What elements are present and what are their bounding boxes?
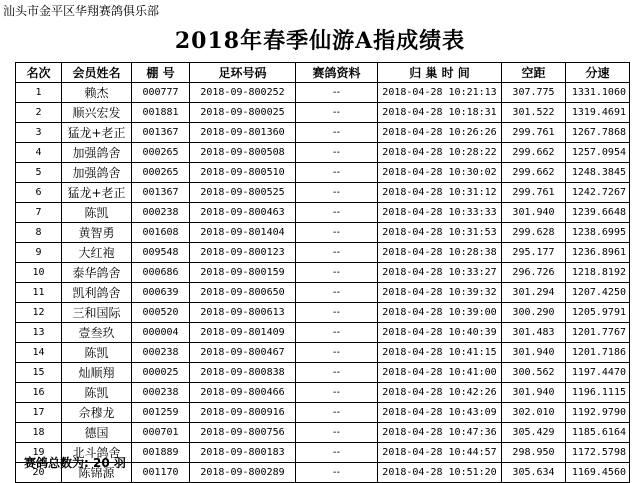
cell-loft: 000238 (132, 203, 190, 223)
cell-distance: 299.761 (502, 123, 566, 143)
cell-distance: 299.628 (502, 223, 566, 243)
cell-rank: 9 (16, 243, 62, 263)
cell-speed: 1201.7186 (566, 343, 630, 363)
cell-time: 2018-04-28 10:33:33 (378, 203, 502, 223)
cell-distance: 305.634 (502, 463, 566, 483)
table-row (16, 143, 630, 163)
cell-loft: 000004 (132, 323, 190, 343)
table-row (16, 403, 630, 423)
cell-ring: 2018-09-800463 (190, 203, 296, 223)
cell-ring: 2018-09-800508 (190, 143, 296, 163)
cell-time: 2018-04-28 10:39:32 (378, 283, 502, 303)
cell-rank: 19 (16, 443, 62, 463)
cell-time: 2018-04-28 10:30:02 (378, 163, 502, 183)
page-title: 2018年春季仙游A指成绩表 (174, 28, 466, 54)
cell-info: -- (296, 123, 378, 143)
cell-member: 猛龙+老正 (62, 183, 132, 203)
cell-loft: 001881 (132, 103, 190, 123)
table-row (16, 243, 630, 263)
col-header-time: 归 巢 时 间 (378, 63, 502, 83)
cell-member: 北斗鸽舍 (62, 443, 132, 463)
table-row (16, 363, 630, 383)
cell-distance: 301.294 (502, 283, 566, 303)
cell-info: -- (296, 83, 378, 103)
cell-time: 2018-04-28 10:51:20 (378, 463, 502, 483)
cell-ring: 2018-09-800916 (190, 403, 296, 423)
table-row (16, 263, 630, 283)
cell-ring: 2018-09-800613 (190, 303, 296, 323)
cell-rank: 10 (16, 263, 62, 283)
cell-speed: 1236.8961 (566, 243, 630, 263)
cell-rank: 18 (16, 423, 62, 443)
cell-ring: 2018-09-800252 (190, 83, 296, 103)
col-header-member: 会员姓名 (62, 63, 132, 83)
cell-distance: 301.940 (502, 383, 566, 403)
col-header-rank: 名次 (16, 63, 62, 83)
cell-distance: 301.940 (502, 203, 566, 223)
table-row (16, 83, 630, 103)
cell-loft: 001259 (132, 403, 190, 423)
cell-rank: 16 (16, 383, 62, 403)
table-row (16, 223, 630, 243)
table-row (16, 163, 630, 183)
table-row (16, 303, 630, 323)
cell-member: 赖杰 (62, 83, 132, 103)
cell-info: -- (296, 383, 378, 403)
cell-ring: 2018-09-800525 (190, 183, 296, 203)
cell-loft: 000265 (132, 143, 190, 163)
cell-loft: 000265 (132, 163, 190, 183)
cell-rank: 15 (16, 363, 62, 383)
cell-loft: 001608 (132, 223, 190, 243)
cell-time: 2018-04-28 10:33:27 (378, 263, 502, 283)
cell-info: -- (296, 443, 378, 463)
table-row (16, 383, 630, 403)
cell-speed: 1239.6648 (566, 203, 630, 223)
col-header-ring: 足环号码 (190, 63, 296, 83)
cell-time: 2018-04-28 10:39:00 (378, 303, 502, 323)
cell-loft: 000639 (132, 283, 190, 303)
cell-loft: 009548 (132, 243, 190, 263)
cell-loft: 001170 (132, 463, 190, 483)
table-row (16, 423, 630, 443)
cell-info: -- (296, 263, 378, 283)
cell-member: 陈凯 (62, 383, 132, 403)
cell-speed: 1331.1060 (566, 83, 630, 103)
cell-info: -- (296, 223, 378, 243)
cell-ring: 2018-09-800650 (190, 283, 296, 303)
cell-ring: 2018-09-801404 (190, 223, 296, 243)
club-name: 汕头市金平区华翔赛鸽俱乐部 (3, 4, 160, 18)
cell-time: 2018-04-28 10:42:26 (378, 383, 502, 403)
cell-ring: 2018-09-800159 (190, 263, 296, 283)
cell-time: 2018-04-28 10:40:39 (378, 323, 502, 343)
cell-member: 泰华鸽舍 (62, 263, 132, 283)
table-header-row (16, 63, 630, 83)
cell-loft: 000238 (132, 343, 190, 363)
cell-distance: 298.950 (502, 443, 566, 463)
cell-ring: 2018-09-800756 (190, 423, 296, 443)
cell-member: 德国 (62, 423, 132, 443)
cell-rank: 5 (16, 163, 62, 183)
table-row (16, 183, 630, 203)
cell-time: 2018-04-28 10:28:22 (378, 143, 502, 163)
cell-distance: 300.290 (502, 303, 566, 323)
cell-time: 2018-04-28 10:21:13 (378, 83, 502, 103)
results-table (15, 62, 630, 483)
cell-info: -- (296, 303, 378, 323)
cell-speed: 1242.7267 (566, 183, 630, 203)
cell-ring: 2018-09-800123 (190, 243, 296, 263)
cell-speed: 1218.8192 (566, 263, 630, 283)
cell-time: 2018-04-28 10:41:15 (378, 343, 502, 363)
cell-time: 2018-04-28 10:31:53 (378, 223, 502, 243)
cell-loft: 000238 (132, 383, 190, 403)
cell-rank: 1 (16, 83, 62, 103)
cell-speed: 1248.3845 (566, 163, 630, 183)
cell-time: 2018-04-28 10:44:57 (378, 443, 502, 463)
cell-time: 2018-04-28 10:47:36 (378, 423, 502, 443)
cell-speed: 1257.0954 (566, 143, 630, 163)
col-header-speed: 分速 (566, 63, 630, 83)
cell-distance: 296.726 (502, 263, 566, 283)
cell-member: 猛龙+老正 (62, 123, 132, 143)
cell-time: 2018-04-28 10:18:31 (378, 103, 502, 123)
cell-rank: 14 (16, 343, 62, 363)
cell-time: 2018-04-28 10:43:09 (378, 403, 502, 423)
cell-rank: 13 (16, 323, 62, 343)
cell-rank: 20 (16, 463, 62, 483)
cell-rank: 17 (16, 403, 62, 423)
cell-member: 三和国际 (62, 303, 132, 323)
cell-speed: 1169.4560 (566, 463, 630, 483)
cell-ring: 2018-09-801360 (190, 123, 296, 143)
cell-ring: 2018-09-800838 (190, 363, 296, 383)
cell-loft: 000025 (132, 363, 190, 383)
col-header-info: 赛鸽资料 (296, 63, 378, 83)
cell-distance: 301.522 (502, 103, 566, 123)
cell-info: -- (296, 463, 378, 483)
cell-member: 陈凯 (62, 343, 132, 363)
cell-member: 佘穆龙 (62, 403, 132, 423)
cell-loft: 000520 (132, 303, 190, 323)
cell-speed: 1172.5798 (566, 443, 630, 463)
cell-info: -- (296, 343, 378, 363)
table-row (16, 343, 630, 363)
cell-speed: 1238.6995 (566, 223, 630, 243)
total-count: 赛鸽总数为: 20 羽 (24, 456, 126, 470)
cell-distance: 300.562 (502, 363, 566, 383)
cell-time: 2018-04-28 10:31:12 (378, 183, 502, 203)
table-row (16, 203, 630, 223)
cell-member: 加强鸽舍 (62, 163, 132, 183)
cell-info: -- (296, 403, 378, 423)
cell-speed: 1196.1115 (566, 383, 630, 403)
cell-time: 2018-04-28 10:26:26 (378, 123, 502, 143)
cell-time: 2018-04-28 10:28:38 (378, 243, 502, 263)
cell-distance: 299.662 (502, 163, 566, 183)
cell-member: 大红袍 (62, 243, 132, 263)
cell-member: 灿顺翔 (62, 363, 132, 383)
cell-rank: 12 (16, 303, 62, 323)
cell-member: 黄智勇 (62, 223, 132, 243)
cell-loft: 001367 (132, 183, 190, 203)
col-header-distance: 空距 (502, 63, 566, 83)
table-row (16, 283, 630, 303)
cell-member: 壹叁玖 (62, 323, 132, 343)
col-header-loft: 棚 号 (132, 63, 190, 83)
cell-ring: 2018-09-800025 (190, 103, 296, 123)
cell-info: -- (296, 143, 378, 163)
cell-loft: 000701 (132, 423, 190, 443)
cell-speed: 1205.9791 (566, 303, 630, 323)
cell-time: 2018-04-28 10:41:00 (378, 363, 502, 383)
cell-rank: 3 (16, 123, 62, 143)
cell-loft: 001367 (132, 123, 190, 143)
cell-ring: 2018-09-800289 (190, 463, 296, 483)
cell-speed: 1192.9790 (566, 403, 630, 423)
cell-ring: 2018-09-800467 (190, 343, 296, 363)
cell-rank: 2 (16, 103, 62, 123)
cell-info: -- (296, 363, 378, 383)
cell-rank: 7 (16, 203, 62, 223)
cell-info: -- (296, 423, 378, 443)
cell-ring: 2018-09-800466 (190, 383, 296, 403)
table-row (16, 123, 630, 143)
cell-loft: 000777 (132, 83, 190, 103)
cell-distance: 295.177 (502, 243, 566, 263)
table-row (16, 103, 630, 123)
cell-loft: 000686 (132, 263, 190, 283)
cell-speed: 1201.7767 (566, 323, 630, 343)
cell-member: 陈锦源 (62, 463, 132, 483)
cell-member: 陈凯 (62, 203, 132, 223)
cell-ring: 2018-09-800510 (190, 163, 296, 183)
cell-member: 顺兴宏发 (62, 103, 132, 123)
cell-member: 加强鸽舍 (62, 143, 132, 163)
cell-rank: 11 (16, 283, 62, 303)
cell-speed: 1319.4691 (566, 103, 630, 123)
cell-ring: 2018-09-800183 (190, 443, 296, 463)
cell-distance: 299.662 (502, 143, 566, 163)
cell-rank: 4 (16, 143, 62, 163)
cell-loft: 001889 (132, 443, 190, 463)
cell-distance: 301.940 (502, 343, 566, 363)
cell-ring: 2018-09-801409 (190, 323, 296, 343)
cell-distance: 307.775 (502, 83, 566, 103)
table-row (16, 323, 630, 343)
cell-rank: 8 (16, 223, 62, 243)
cell-info: -- (296, 243, 378, 263)
cell-distance: 301.483 (502, 323, 566, 343)
cell-info: -- (296, 283, 378, 303)
cell-speed: 1207.4250 (566, 283, 630, 303)
cell-speed: 1197.4470 (566, 363, 630, 383)
cell-member: 凯利鸽舍 (62, 283, 132, 303)
cell-distance: 302.010 (502, 403, 566, 423)
cell-info: -- (296, 163, 378, 183)
cell-info: -- (296, 183, 378, 203)
cell-distance: 305.429 (502, 423, 566, 443)
cell-info: -- (296, 323, 378, 343)
cell-distance: 299.761 (502, 183, 566, 203)
cell-info: -- (296, 203, 378, 223)
cell-rank: 6 (16, 183, 62, 203)
cell-info: -- (296, 103, 378, 123)
cell-speed: 1267.7868 (566, 123, 630, 143)
cell-speed: 1185.6164 (566, 423, 630, 443)
